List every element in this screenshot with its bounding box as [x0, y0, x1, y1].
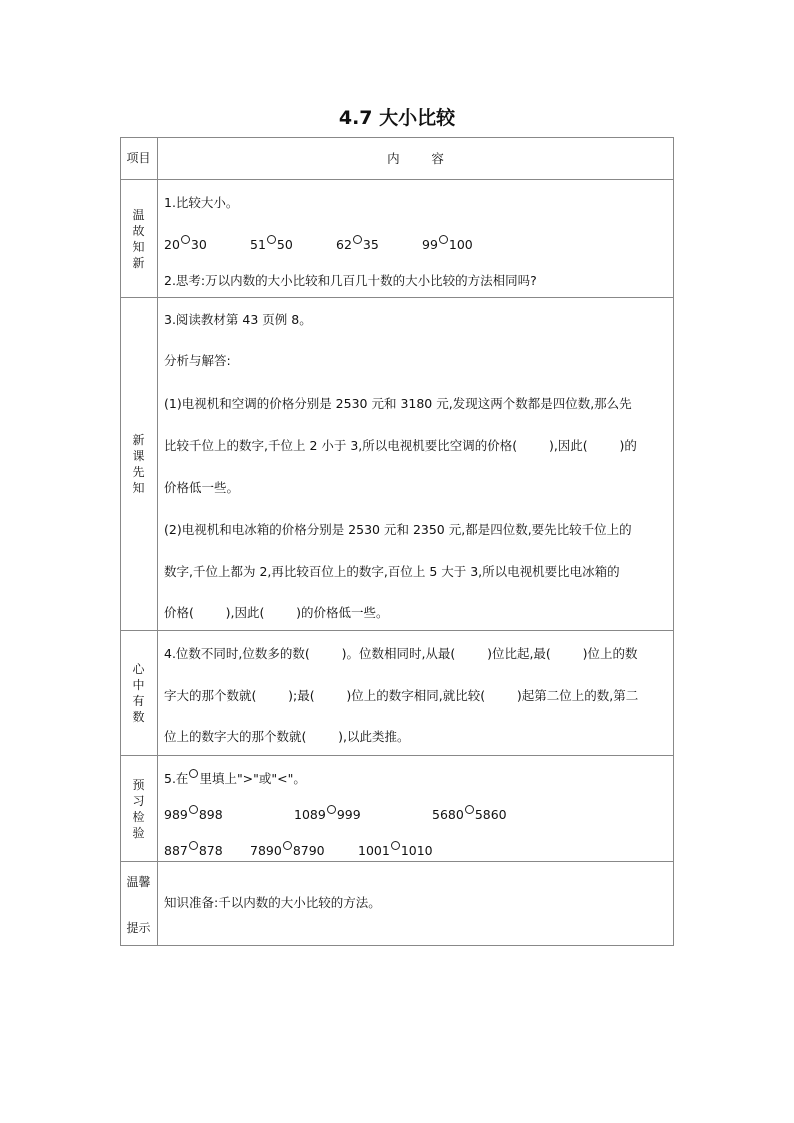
mind-line: 位上的数字大的那个数就( ),以此类推。 — [164, 729, 410, 744]
compare-circle[interactable] — [439, 235, 448, 244]
header-row — [120, 137, 674, 180]
comparison-item: 51 50 — [250, 237, 293, 252]
comparison-item: 20 30 — [164, 237, 207, 252]
lesson-line: 价格( ),因此( )的价格低一些。 — [164, 605, 389, 620]
comparison-item: 7890 8790 — [250, 843, 325, 858]
lesson-line: (1)电视机和空调的价格分别是 2530 元和 3180 元,发现这两个数都是四位数,那么先 — [164, 396, 632, 411]
circle-icon — [189, 769, 198, 778]
compare-circle[interactable] — [181, 235, 190, 244]
tip-row — [120, 862, 674, 946]
lesson-line: (2)电视机和电冰箱的价格分别是 2530 元和 2350 元,都是四位数,要先比较千位上的 — [164, 522, 632, 537]
comparison-item: 62 35 — [336, 237, 379, 252]
comparison-item: 1001 1010 — [358, 843, 433, 858]
new-lesson-row — [120, 298, 674, 631]
compare-circle[interactable] — [327, 805, 336, 814]
comparison-item: 1089 999 — [294, 807, 361, 822]
lesson-line: 3.阅读教材第 43 页例 8。 — [164, 312, 312, 327]
header-content-label: 内 容 — [387, 151, 444, 166]
compare-circle[interactable] — [189, 805, 198, 814]
compare-circle[interactable] — [283, 841, 292, 850]
mind-line: 4.位数不同时,位数多的数( )。位数相同时,从最( )位比起,最( )位上的数 — [164, 646, 638, 661]
lesson-line: 分析与解答: — [164, 353, 231, 368]
question-5: 5.在 里填上">"或"<"。 — [164, 771, 306, 786]
page-title: 4.7 大小比较 — [338, 107, 456, 129]
tip-text: 知识准备:千以内数的大小比较的方法。 — [164, 895, 381, 910]
compare-circle[interactable] — [267, 235, 276, 244]
preview-label: 预 习 检 验 — [132, 777, 145, 840]
header-item-label: 项目 — [126, 151, 151, 165]
tip-label: 温馨 提示 — [126, 875, 151, 935]
compare-circle[interactable] — [391, 841, 400, 850]
new-lesson-label: 新 课 先 知 — [132, 433, 145, 495]
question-2: 2.思考:万以内数的大小比较和几百几十数的大小比较的方法相同吗? — [164, 273, 537, 288]
comparison-item: 5680 5860 — [432, 807, 507, 822]
mind-label: 心 中 有 数 — [132, 662, 145, 724]
lesson-line: 数字,千位上都为 2,再比较百位上的数字,百位上 5 大于 3,所以电视机要比电冰箱的 — [164, 564, 620, 579]
comparison-item: 99 100 — [422, 237, 473, 252]
comparison-item: 989 898 — [164, 807, 223, 822]
compare-circle[interactable] — [353, 235, 362, 244]
compare-circle[interactable] — [189, 841, 198, 850]
mind-row — [120, 631, 674, 756]
review-row — [120, 180, 674, 298]
mind-line: 字大的那个数就( );最( )位上的数字相同,就比较( )起第二位上的数,第二 — [164, 688, 639, 703]
lesson-line: 价格低一些。 — [164, 480, 240, 495]
preview-row — [120, 756, 674, 862]
lesson-line: 比较千位上的数字,千位上 2 小于 3,所以电视机要比空调的价格( ),因此( )的 — [164, 438, 637, 453]
question-1: 1.比较大小。 — [164, 195, 239, 210]
compare-circle[interactable] — [465, 805, 474, 814]
review-label: 温 故 知 新 — [132, 207, 145, 270]
comparison-item: 887 878 — [164, 843, 223, 858]
